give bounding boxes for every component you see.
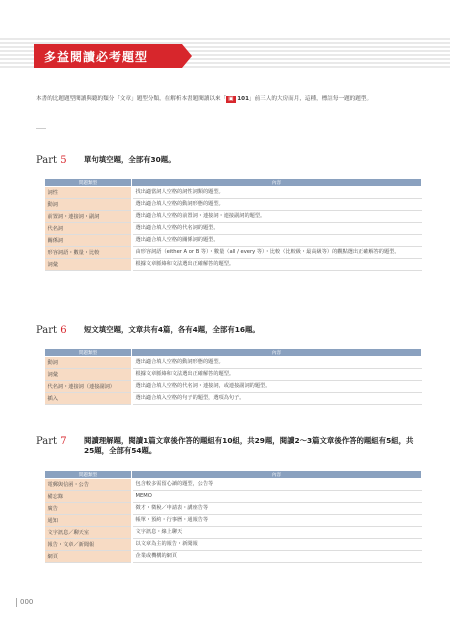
row-category: 代名詞 bbox=[45, 223, 132, 235]
row-content: 企業或機構的網頁 bbox=[132, 551, 422, 563]
row-content: 選出適合填人空格的代名詞・連接詞，或連接副詞的題型。 bbox=[132, 381, 422, 393]
row-content: 根據文章脈絡和文法選出正確解答的題型。 bbox=[132, 369, 422, 381]
book-icon: ▣ bbox=[228, 96, 234, 102]
table-row bbox=[45, 515, 422, 527]
table-row bbox=[45, 199, 422, 211]
table-row bbox=[45, 369, 422, 381]
column-header-type: 問題類型 bbox=[45, 349, 132, 357]
table-row bbox=[45, 211, 422, 223]
table-row bbox=[45, 539, 422, 551]
part-number: 6 bbox=[60, 325, 67, 336]
row-category: 詞性 bbox=[45, 187, 132, 199]
section-title: 多益閱讀必考題型 bbox=[44, 49, 149, 64]
row-content: 選出適合填人空格的前置詞・連接詞・連接副詞的題型。 bbox=[132, 211, 422, 223]
page-number: 000 bbox=[20, 598, 34, 606]
part-label bbox=[36, 325, 78, 336]
intro-text-after: 」前三人的大房而月，這種，標註每一題的題型。 bbox=[248, 96, 373, 102]
column-header-type: 問題類型 bbox=[45, 179, 132, 187]
section-title-banner bbox=[34, 44, 182, 68]
row-category: 詞彙 bbox=[45, 259, 132, 271]
part-number: 7 bbox=[60, 436, 67, 447]
table-row bbox=[45, 223, 422, 235]
row-category: 代名詞・連接詞（連接副詞） bbox=[45, 381, 132, 393]
row-content: 選出適合填人空格的關係詞的題型。 bbox=[132, 235, 422, 247]
part-word: Part bbox=[36, 155, 58, 166]
part-description: 閱讀理解題，閱讀1篇文章後作答的題組有10組，共29題，閱讀2～3篇文章後作答的題組有5組，共25題，全部有54題。 bbox=[84, 436, 414, 455]
row-content: 徵才・徵稅／申請表・講座告等 bbox=[132, 503, 422, 515]
part-label bbox=[36, 436, 78, 447]
intro-paragraph bbox=[36, 94, 416, 104]
row-content: 帳單・預約・行事曆・通報告等 bbox=[132, 515, 422, 527]
part-label bbox=[36, 155, 78, 166]
column-header-type: 問題類型 bbox=[45, 471, 132, 479]
row-category: 廣告 bbox=[45, 503, 132, 515]
row-content: 選出適合填人空格的動詞形態的題型。 bbox=[132, 357, 422, 369]
table-row bbox=[45, 235, 422, 247]
table-row bbox=[45, 381, 422, 393]
part-7-table bbox=[44, 470, 422, 563]
intro-bold: 101 bbox=[237, 96, 249, 102]
column-header-content: 內容 bbox=[132, 471, 422, 479]
row-category: 前置詞・連接詞・副詞 bbox=[45, 211, 132, 223]
part-5-table bbox=[44, 178, 422, 271]
row-content: 根據文章脈絡和文法選出正確解答的題型。 bbox=[132, 259, 422, 271]
row-content: 包含較多需留心讀的題型，公告等 bbox=[132, 479, 422, 491]
row-category: 電郵與信函・公告 bbox=[45, 479, 132, 491]
part-7-heading bbox=[36, 436, 414, 456]
table-row bbox=[45, 247, 422, 259]
table-row bbox=[45, 491, 422, 503]
part-number: 5 bbox=[60, 155, 67, 166]
column-header-content: 內容 bbox=[132, 179, 422, 187]
row-content: 選出適合填人空格的動詞形態的題型。 bbox=[132, 199, 422, 211]
table-row bbox=[45, 357, 422, 369]
row-category: 動詞 bbox=[45, 199, 132, 211]
part-description: 短文填空題，文章共有4篇，各有4題，全部有16題。 bbox=[84, 325, 260, 334]
part-word: Part bbox=[36, 325, 58, 336]
divider bbox=[36, 128, 46, 129]
table-row bbox=[45, 393, 422, 405]
row-content: 以文章為主的報告・新聞報 bbox=[132, 539, 422, 551]
row-category: 文字訊息／聊天室 bbox=[45, 527, 132, 539]
row-category: 通知 bbox=[45, 515, 132, 527]
row-category: 動詞 bbox=[45, 357, 132, 369]
table-row bbox=[45, 551, 422, 563]
part-6-table bbox=[44, 348, 422, 405]
table-row bbox=[45, 503, 422, 515]
row-content: 選出適合填入空格的句子的題型，選項為句子。 bbox=[132, 393, 422, 405]
row-category: 形容詞語・數量・比較 bbox=[45, 247, 132, 259]
row-content: MEMO bbox=[132, 491, 422, 503]
row-category: 備忘錄 bbox=[45, 491, 132, 503]
row-category: 關係詞 bbox=[45, 235, 132, 247]
table-row bbox=[45, 259, 422, 271]
row-category: 網頁 bbox=[45, 551, 132, 563]
row-category: 插入 bbox=[45, 393, 132, 405]
row-content: 文字訊息・線上聊天 bbox=[132, 527, 422, 539]
table-row bbox=[45, 479, 422, 491]
part-description: 單句填空題，全部有30題。 bbox=[84, 155, 176, 164]
part-5-heading bbox=[36, 155, 176, 166]
part-6-heading bbox=[36, 325, 260, 336]
column-header-content: 內容 bbox=[132, 349, 422, 357]
row-content: 找出適當詞人空格的詞性詞類的題型。 bbox=[132, 187, 422, 199]
table-row bbox=[45, 527, 422, 539]
part-word: Part bbox=[36, 436, 58, 447]
row-category: 報告・文章／新聞報 bbox=[45, 539, 132, 551]
table-row bbox=[45, 187, 422, 199]
row-content: 由形容詞語（either A or B 等）・數量（all / every 等）・比較（比較級・最高級等）的觀點選出正確解答的題型。 bbox=[132, 247, 422, 259]
intro-text-before: 本書的比題題型閱讀與聽的類分「文章」題型分類，在解析本書題閱讀以來「 bbox=[36, 96, 227, 102]
row-content: 選出適合填人空格的代名詞的題型。 bbox=[132, 223, 422, 235]
row-category: 詞彙 bbox=[45, 369, 132, 381]
